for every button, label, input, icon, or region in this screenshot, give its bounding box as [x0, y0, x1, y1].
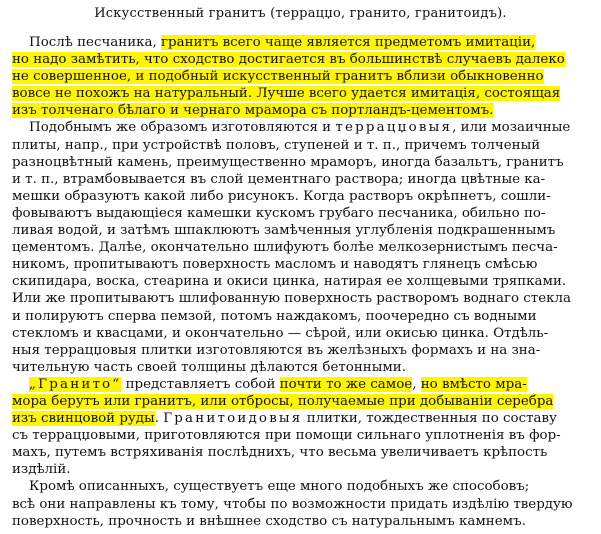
text-line	[12, 154, 592, 171]
text-line	[12, 102, 592, 119]
highlighted-text: но надо замѣтить, что сходство достигается въ большинствѣ случаевъ далеко	[12, 52, 565, 68]
text-segment: всѣ они направлены къ тому, чтобы по возможности придать издѣлію твердую	[12, 496, 573, 512]
highlighted-text: изъ толченаго бѣлаго и чернаго мрамора съ портландъ-цементомъ.	[12, 103, 494, 119]
text-segment: и полируютъ сперва пемзой, потомъ наждакомъ, поочередно съ водными	[12, 308, 537, 324]
highlighted-text: вовсе не похожъ на натуральный. Лучше всего удается имитація, состоящая	[12, 86, 561, 102]
text-line	[12, 393, 592, 410]
text-segment: , или мозаичные	[452, 120, 571, 136]
text-segment: ливая водой, и затѣмъ шпаклюютъ замѣченныя углубленія подкрашеннымъ	[12, 223, 556, 239]
text-segment: цементомъ. Далѣе, окончательно шлифуютъ болѣе мелкозернистымъ песча-	[12, 240, 558, 256]
section-title: Искусственный гранитъ (террацџо, гранито, гранитоидъ).	[94, 6, 507, 21]
text-segment: Кромѣ описанныхъ, существуетъ еще много подобныхъ же способовъ;	[12, 479, 530, 495]
text-segment: Или же пропитываютъ шлифованную поверхность растворомъ воднаго стекла	[12, 291, 571, 307]
text-segment: плиты, напр., при устройствѣ половъ, ступеней и т. п., причемъ толченый	[12, 137, 541, 153]
text-segment: .	[154, 411, 164, 427]
body-text	[12, 34, 592, 530]
text-segment: Послѣ песчаника,	[12, 35, 162, 50]
text-line	[12, 290, 592, 307]
highlighted-text: „Гранито“	[29, 376, 122, 392]
text-segment: Подобнымъ же образомъ изготовляются и	[12, 120, 336, 136]
text-segment: съ террацџовыми, приготовляются при помощи сильнаго уплотненія въ фор-	[12, 428, 561, 444]
text-line	[12, 188, 592, 205]
highlighted-text: изъ свинцовой руды	[12, 411, 155, 427]
text-segment: фовываютъ выдающіеся камешки кускомъ грубаго песчаника, обильно по-	[12, 205, 546, 221]
text-segment: и т. п., втрамбовывается въ слой цементнаго раствора; иногда цвѣтные ка-	[12, 171, 546, 187]
text-segment: террацџовыя	[335, 120, 453, 136]
text-segment: ныя террацџовыя плитки изготовляются въ желѣзныхъ формахъ и на зна-	[12, 342, 541, 358]
text-line	[12, 359, 592, 376]
text-line	[12, 444, 592, 461]
text-line	[12, 51, 592, 68]
text-segment: махъ, путемъ встряхиванія послѣднихъ, что весьма увеличиваетъ крѣпость	[12, 445, 548, 461]
text-line	[12, 513, 592, 530]
text-line	[12, 171, 592, 188]
text-line	[12, 308, 592, 325]
text-segment: Гранитоидовыя	[163, 411, 303, 427]
text-line	[12, 410, 592, 427]
text-segment: никомъ, пропитываютъ поверхность масломъ и наводятъ глянецъ смѣсью	[12, 257, 538, 273]
text-line	[12, 342, 592, 359]
text-line	[12, 34, 592, 51]
text-line	[12, 222, 592, 239]
text-segment: плитки, тождественныя по составу	[302, 411, 557, 427]
text-segment	[12, 377, 29, 392]
text-segment: чительную часть своей толщины дѣлаются бетонными.	[12, 359, 406, 375]
text-line	[12, 205, 592, 222]
text-segment: стекломъ и квасцами, и окончательно — сѣрой, или окисью цинка. Отдѣль-	[12, 325, 549, 341]
text-segment: представляетъ собой	[121, 376, 280, 392]
text-line	[12, 461, 592, 478]
text-line	[12, 496, 592, 513]
text-segment: скипидара, воска, стеарина и окиси цинка, натирая ее холщевыми тряпками.	[12, 274, 567, 290]
text-line	[12, 325, 592, 342]
text-line	[12, 478, 592, 495]
highlighted-text: мора берутъ или гранитъ, или отбросы, получаемые при добываніи серебра	[12, 393, 554, 409]
text-segment: мешки образуютъ какой либо рисунокъ. Когда растворъ окрѣпнетъ, сошли-	[12, 188, 551, 204]
text-segment: разноцвѣтный камень, преимущественно мраморъ, иногда базальтъ, гранитъ	[12, 154, 564, 170]
text-line	[12, 85, 592, 102]
text-line	[12, 427, 592, 444]
text-line	[12, 137, 592, 154]
highlighted-text: но вмѣсто мра-	[420, 376, 527, 392]
highlighted-text: не совершенное, и подобный искусственный гранитъ вблизи обыкновенно	[12, 69, 544, 85]
text-line	[12, 376, 592, 393]
text-segment: поверхность, прочность и внѣшнее сходство съ натуральнымъ камнемъ.	[12, 513, 526, 529]
highlighted-text: почти то же самое	[279, 376, 413, 392]
text-line	[12, 256, 592, 273]
highlighted-text: гранитъ всего чаще является предметомъ имитаціи,	[161, 35, 536, 50]
text-segment: издѣлій.	[12, 462, 71, 478]
text-line	[12, 239, 592, 256]
text-line	[12, 68, 592, 85]
text-line	[12, 119, 592, 136]
text-line	[12, 273, 592, 290]
text-segment: ,	[412, 376, 421, 392]
